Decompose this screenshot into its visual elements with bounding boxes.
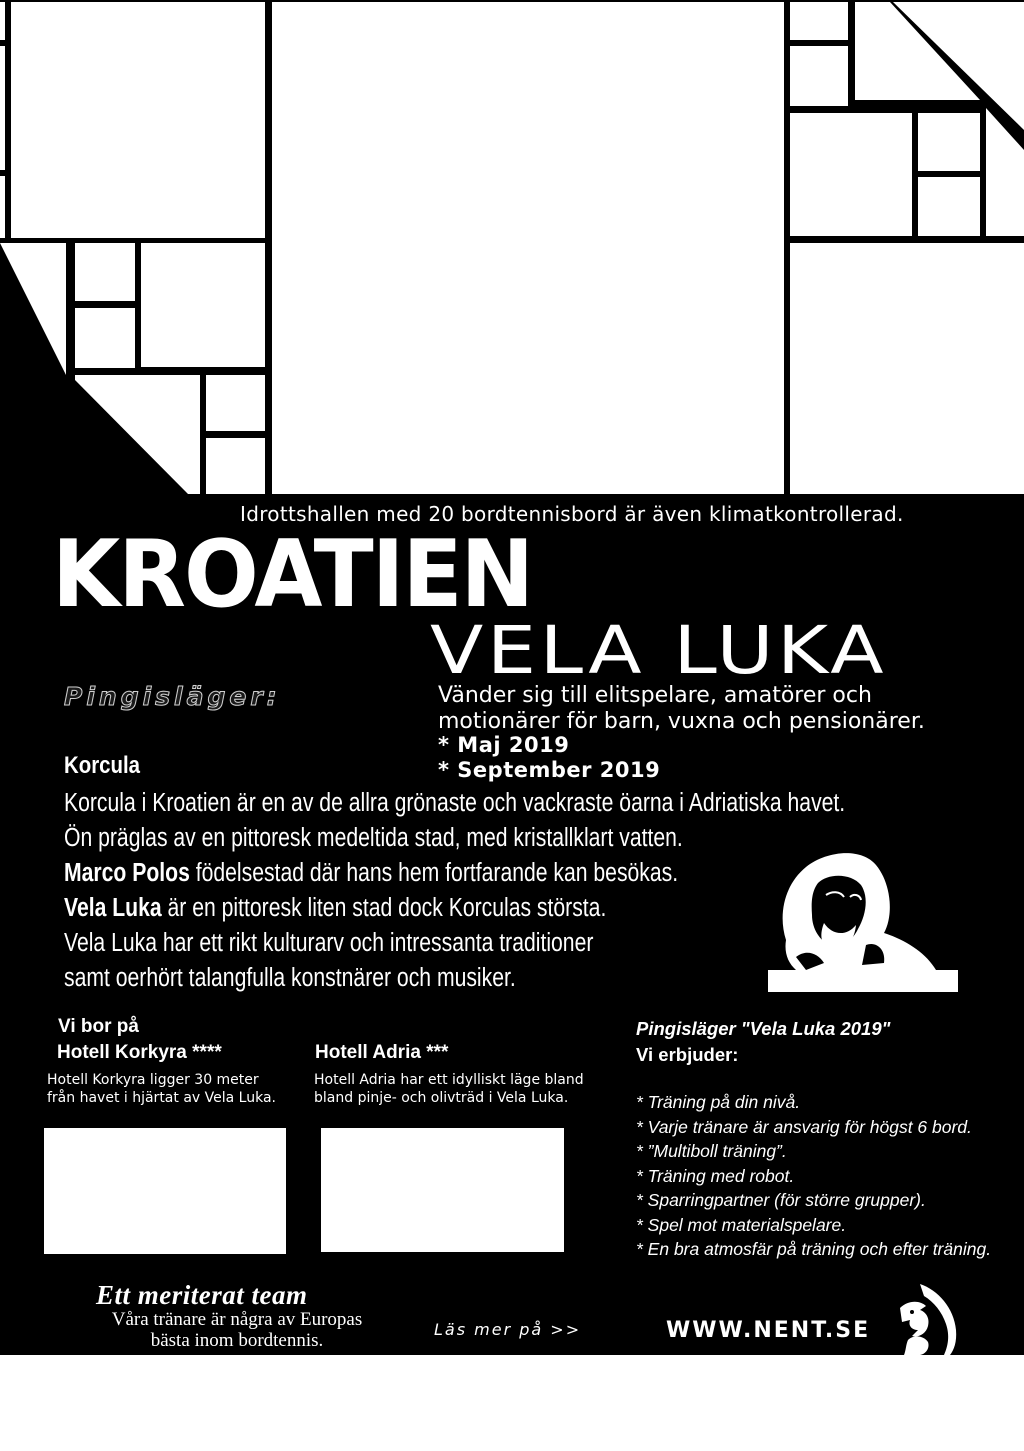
marco-polo-portrait-icon — [766, 845, 960, 995]
offer-item: * Spel mot materialspelare. — [636, 1214, 847, 1235]
page-title: KROATIEN — [52, 520, 533, 629]
camp-dates — [438, 733, 660, 783]
hotel-desc-line: bland pinje- och olivträd i Vela Luka. — [314, 1090, 569, 1106]
korcula-heading: Korcula — [64, 752, 140, 779]
website-link[interactable]: WWW.NENT.SE — [666, 1318, 871, 1343]
korcula-line-rest: är en pittoresk liten stad dock Korculas största. — [161, 894, 607, 922]
offer-item: * Varje tränare är ansvarig för högst 6 bord. — [636, 1116, 972, 1137]
offer-list — [636, 1090, 991, 1262]
hotel-desc-line: Hotell Korkyra ligger 30 meter — [47, 1072, 259, 1088]
korcula-line: Ön präglas av en pittoresk medeltida stad, med kristallklart vatten. — [64, 824, 683, 852]
vela-luka-name: Vela Luka — [64, 894, 162, 922]
korcula-line-rest: födelsestad där hans hem fortfarande kan besökas. — [189, 859, 679, 887]
hotel-korkyra-photo — [44, 1128, 286, 1254]
photo-grid — [0, 2, 1024, 494]
offer-item: * En bra atmosfär på träning och efter träning. — [636, 1239, 992, 1259]
hotel-korkyra-desc — [47, 1071, 276, 1107]
hotel-adria-name: Hotell Adria *** — [315, 1042, 449, 1063]
team-desc — [78, 1309, 396, 1351]
korcula-line: Vela Luka har ett rikt kulturarv och intressanta traditioner — [64, 929, 594, 957]
team-title: Ett meriterat team — [96, 1280, 308, 1310]
camp-description-line: motionärer för barn, vuxna och pensionärer. — [438, 709, 925, 734]
offer-item: * Sparringpartner (för större grupper). — [636, 1190, 926, 1210]
camp-description-line: Vänder sig till elitspelare, amatörer och — [438, 683, 872, 708]
team-desc-line: Våra tränare är några av Europas — [111, 1309, 363, 1330]
camp-label: Pingisläger: — [64, 682, 281, 711]
hotel-adria-photo — [321, 1128, 564, 1252]
page-subtitle: VELA LUKA — [430, 612, 888, 689]
camp-date: * September 2019 — [438, 758, 661, 782]
hotel-intro: Vi bor på — [58, 1016, 139, 1037]
camp-date: * Maj 2019 — [438, 733, 570, 757]
offer-title: Pingisläger "Vela Luka 2019" — [636, 1018, 891, 1039]
hotel-desc-line: Hotell Adria har ett idylliskt läge bland — [314, 1072, 584, 1088]
read-more-text: Läs mer på >> — [434, 1320, 582, 1339]
hotel-korkyra-name: Hotell Korkyra **** — [57, 1042, 222, 1063]
camp-description — [438, 683, 925, 735]
offer-item: * ”Multiboll träning”. — [636, 1141, 787, 1161]
offer-item: * Träning på din nivå. — [636, 1092, 801, 1112]
hall-caption: Idrottshallen med 20 bordtennisbord är även klimatkontrollerad. — [240, 502, 904, 526]
hotel-desc-line: från havet i hjärtat av Vela Luka. — [47, 1090, 276, 1106]
marco-polo-name: Marco Polos — [64, 859, 190, 887]
offer-item: * Träning med robot. — [636, 1165, 795, 1186]
hotel-adria-desc — [314, 1071, 584, 1107]
team-desc-line: bästa inom bordtennis. — [150, 1330, 324, 1351]
dragon-logo-icon — [890, 1280, 966, 1356]
offer-subtitle: Vi erbjuder: — [636, 1044, 739, 1065]
korcula-line: samt oerhört talangfulla konstnärer och musiker. — [64, 964, 516, 992]
korcula-line: Korcula i Kroatien är en av de allra grönaste och vackraste öarna i Adriatiska havet. — [64, 789, 846, 817]
